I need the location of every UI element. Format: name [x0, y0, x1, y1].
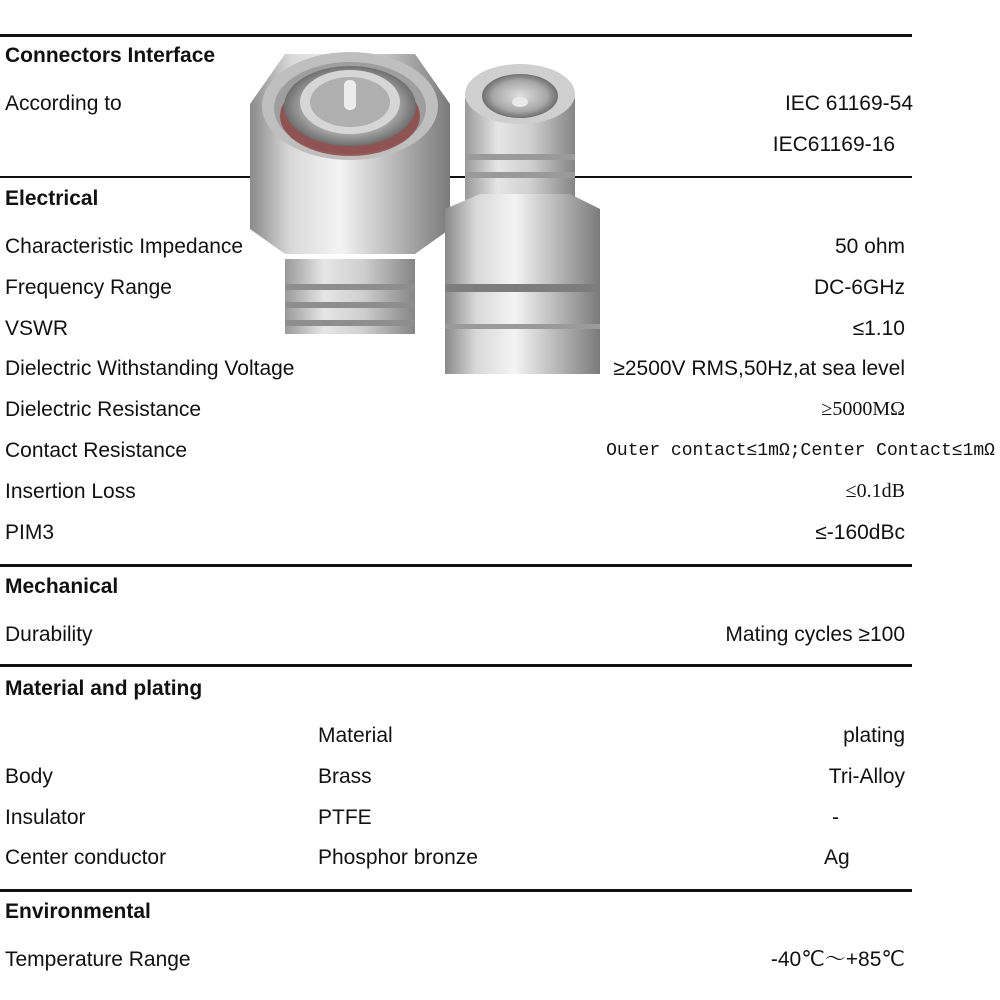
spec-value: DC-6GHz — [813, 276, 905, 299]
part-label: Center conductor — [5, 846, 167, 869]
spec-value: ≥5000MΩ — [821, 398, 905, 420]
column-header-plating: plating — [843, 724, 905, 747]
spec-label: Temperature Range — [5, 948, 191, 971]
plating-value: Tri-Alloy — [828, 765, 905, 788]
connector-product-image — [240, 44, 600, 374]
section-title-mechanical: Mechanical — [5, 575, 119, 598]
spec-label: Frequency Range — [5, 276, 172, 299]
spec-label: VSWR — [5, 317, 68, 340]
plating-value: - — [832, 806, 839, 829]
material-value: Brass — [318, 765, 372, 788]
divider — [0, 889, 912, 892]
spec-value: -40℃～+85℃ — [770, 948, 905, 971]
material-value: PTFE — [318, 806, 372, 829]
column-header-material: Material — [318, 724, 393, 747]
spec-value: Outer contact≤1mΩ;Center Contact≤1mΩ — [606, 441, 995, 461]
section-title-material: Material and plating — [5, 677, 203, 700]
spec-label: Dielectric Withstanding Voltage — [5, 357, 295, 380]
part-label: Body — [5, 765, 53, 788]
divider — [0, 564, 912, 567]
spec-value: ≤-160dBc — [815, 521, 905, 544]
spec-label: PIM3 — [5, 521, 55, 544]
spec-value: ≥2500V RMS,50Hz,at sea level — [613, 357, 905, 380]
spec-value: IEC61169-16 — [772, 133, 895, 156]
section-title-electrical: Electrical — [5, 187, 99, 210]
spec-value: Mating cycles ≥100 — [725, 623, 905, 646]
spec-label: Durability — [5, 623, 93, 646]
spec-label: Insertion Loss — [5, 480, 136, 503]
spec-label: According to — [5, 92, 122, 115]
spec-value: ≤0.1dB — [845, 480, 905, 502]
divider — [0, 664, 912, 667]
plating-value: Ag — [824, 846, 850, 869]
spec-label: Characteristic Impedance — [5, 235, 244, 258]
spec-value: IEC 61169-54 — [784, 92, 913, 115]
part-label: Insulator — [5, 806, 86, 829]
spec-label: Dielectric Resistance — [5, 398, 202, 421]
section-title-connectors: Connectors Interface — [5, 44, 216, 67]
spec-label: Contact Resistance — [5, 439, 188, 462]
spec-value: 50 ohm — [834, 235, 905, 258]
divider — [0, 34, 912, 37]
section-title-environmental: Environmental — [5, 900, 151, 923]
spec-value: ≤1.10 — [852, 317, 905, 340]
material-value: Phosphor bronze — [318, 846, 478, 869]
